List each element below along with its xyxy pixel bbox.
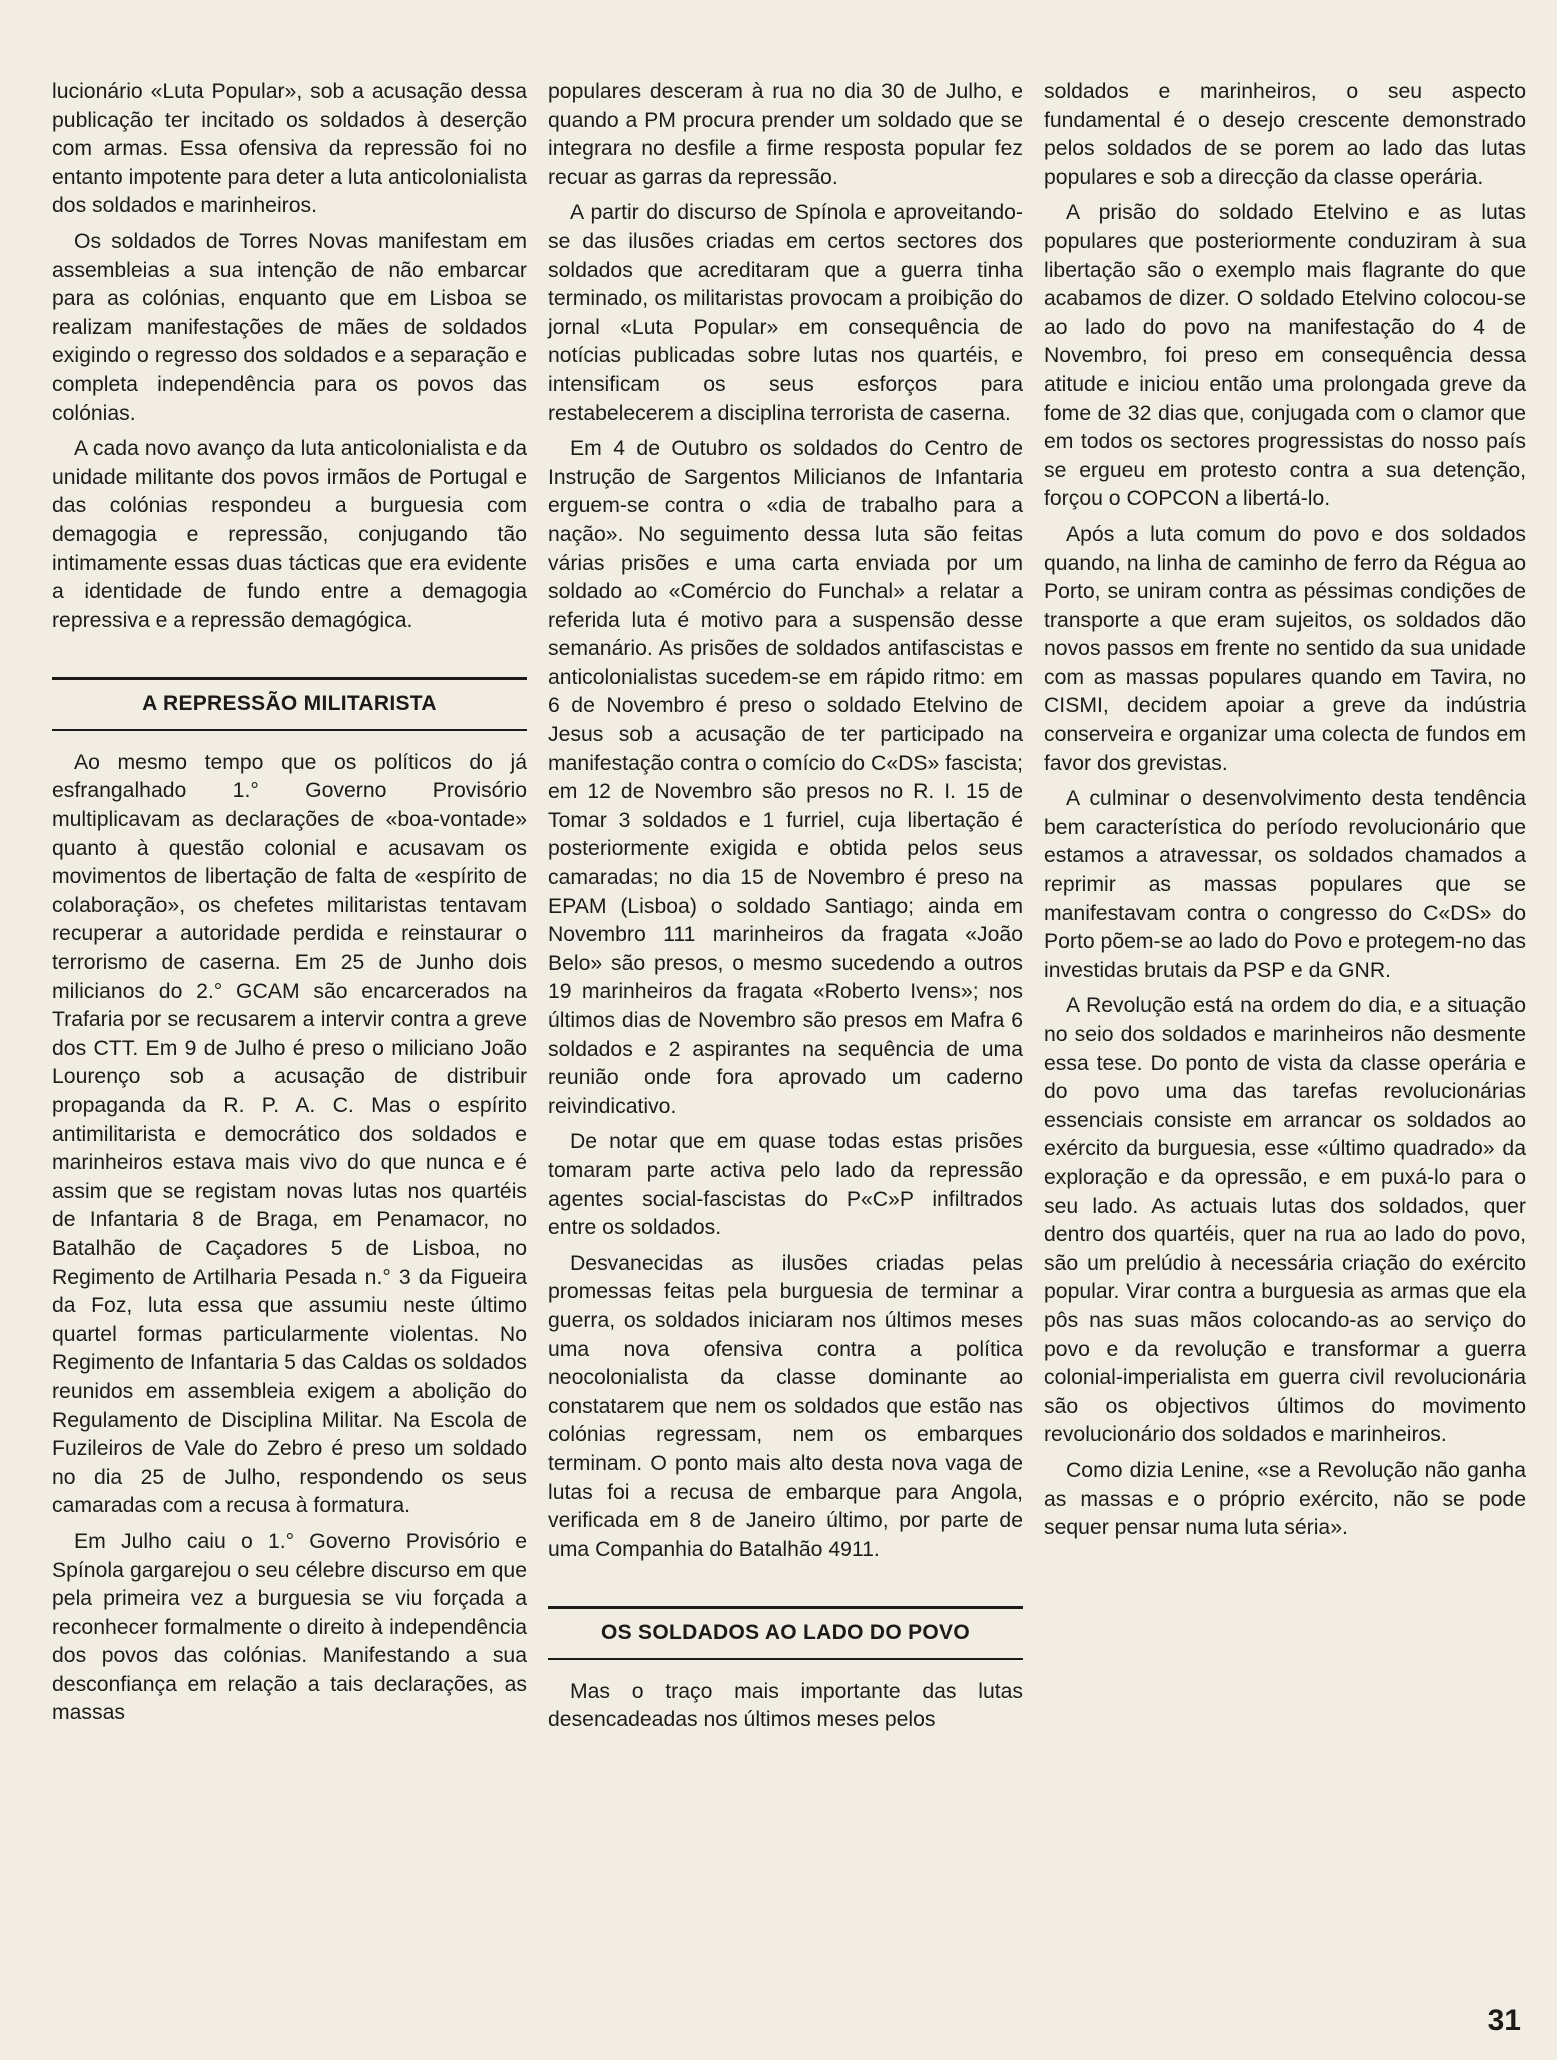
heading-rule-bottom [52,729,527,731]
section-heading: OS SOLDADOS AO LADO DO POVO [600,1621,971,1645]
paragraph: populares desceram à rua no dia 30 de Julho, e quando a PM procura prender um soldado que se integrara no desfile a firme resposta popular fez recuar as garras da repressão. [548,80,1023,189]
column-2 [548,78,1023,1735]
paragraph: Após a luta comum do povo e dos soldados quando, na linha de caminho de ferro da Régua ao Porto, se uniram contra as péssimas condições de transporte a que eram sujeitos, os soldados dão novos passos em frente no sentido da sua unidade com as massas populares quando em Tavira, no CISMI, decidem apoiar a greve da indústria conserveira e organizar uma colecta de fundos em favor dos grevistas. [1044,522,1526,775]
column-3 [1044,78,1526,1543]
column-1 [52,78,527,1728]
paragraph: soldados e marinheiros, o seu aspecto fundamental é o desejo crescente demonstrado pelos soldados de se porem ao lado das lutas populares e sob a direcção da classe operária. [1044,80,1526,189]
paragraph: A Revolução está na ordem do dia, e a situação no seio dos soldados e marinheiros não desmente essa tese. Do ponto de vista da classe operária e do povo uma das tarefas revolucionárias essenciais consiste em arrancar os soldados ao exército da burguesia, esse «último quadrado» da exploração e da opressão, e em puxá-lo para o seu lado. As actuais lutas dos soldados, quer dentro dos quartéis, quer na rua ao lado do povo, são um prelúdio à necessária criação do exército popular. Virar contra a burguesia as armas que ela pôs nas suas mãos colocando-as ao serviço do povo e da revolução e transformar a guerra colonial-imperialista em guerra civil revolucionária são os objectivos últimos do movimento revolucionário dos soldados e marinheiros. [1044,994,1526,1447]
page-number: 31 [1487,2004,1521,2037]
paragraph: lucionário «Luta Popular», sob a acusação dessa publicação ter incitado os soldados à deserção com armas. Essa ofensiva da repressão foi no entanto impotente para deter a luta anticolonialista dos soldados e marinheiros. [52,80,527,218]
paragraph: Em Julho caiu o 1.° Governo Provisório e Spínola gargarejou o seu célebre discurso em que pela primeira vez a burguesia se viu forçada a reconhecer formalmente o direito à independência dos povos das colónias. Manifestando a sua desconfiança em relação a tais declarações, as massas [52,1529,527,1725]
paragraph: A cada novo avanço da luta anticolonialista e da unidade militante dos povos irmãos de Portugal e das colónias respondeu a burguesia com demagogia e repressão, conjugando tão intimamente essas duas tácticas que era evidente a identidade de fundo entre a demagogia repressiva e a repressão demagógica. [52,437,527,632]
paragraph: Os soldados de Torres Novas manifestam em assembleias a sua intenção de não embarcar para as colónias, enquanto que em Lisboa se realizam manifestações de mães de soldados exigindo o regresso dos soldados e a separação e completa independência para os povos das colónias. [52,229,527,425]
paragraph: De notar que em quase todas estas prisões tomaram parte activa pelo lado da repressão agentes social-fascistas do P«C»P infiltrados entre os soldados. [548,1130,1023,1240]
section-heading-block [52,677,527,731]
paragraph: A culminar o desenvolvimento desta tendência bem característica do período revolucionário que estamos a atravessar, os soldados chamados a reprimir as massas populares que se manifestavam contra o congresso do C«DS» do Porto põem-se ao lado do Povo e protegem-no das investidas brutais da PSP e da GNR. [1044,787,1526,982]
paragraph: Desvanecidas as ilusões criadas pelas promessas feitas pela burguesia de terminar a guerra, os soldados iniciaram nos últimos meses uma nova ofensiva contra a política neocolonialista da classe dominante ao constatarem que nem os soldados que estão nas colónias regressam, nem os embarques terminam. O ponto mais alto desta nova vaga de lutas foi a recusa de embarque para Angola, verificada em 8 de Janeiro último, por parte de uma Companhia do Batalhão 4911. [548,1251,1023,1561]
heading-rule-bottom [548,1658,1023,1660]
paragraph: A partir do discurso de Spínola e aproveitando-se das ilusões criadas em certos sectores dos soldados que acreditaram que a guerra tinha terminado, os militaristas provocam a proibição do jornal «Luta Popular» em consequência de notícias publicadas sobre lutas nos quartéis, e intensificam os seus esforços para restabelecerem a disciplina terrorista de caserna. [548,201,1023,425]
paragraph: Mas o traço mais importante das lutas desencadeadas nos últimos meses pelos [548,1679,1023,1732]
section-heading: A REPRESSÃO MILITARISTA [142,692,437,716]
paragraph: Em 4 de Outubro os soldados do Centro de Instrução de Sargentos Milicianos de Infantaria erguem-se contra o «dia de trabalho para a nação». No seguimento dessa luta são feitas várias prisões e uma carta enviada por um soldado ao «Comércio do Funchal» a relatar a referida luta é motivo para a suspensão desse semanário. As prisões de soldados antifascistas e anticolonialistas sucedem-se em rápido ritmo: em 6 de Novembro é preso o soldado Etelvino de Jesus sob a acusação de ter participado na manifestação contra o comício do C«DS» fascista; em 12 de Novembro são presos no R. I. 15 de Tomar 3 soldados e 1 furriel, cuja libertação é posteriormente exigida e obtida pelos seus camaradas; no dia 15 de Novembro é preso na EPAM (Lisboa) o soldado Santiago; ainda em Novembro 111 marinheiros da fragata «João Belo» são presos, o mesmo sucedendo a outros 19 marinheiros da fragata «Roberto Ivens»; nos últimos dias de Novembro são presos em Mafra 6 soldados e 2 aspirantes na sequência de uma reunião onde fora aprovado um caderno reivindicativo. [548,437,1023,1118]
section-heading-block [548,1606,1023,1660]
paragraph: Ao mesmo tempo que os políticos do já esfrangalhado 1.° Governo Provisório multiplicavam as declarações de «boa-vontade» quanto à questão colonial e acusavam os movimentos de libertação de falta de «espírito de colaboração», os chefetes militaristas tentavam recuperar a autoridade perdida e reinstaurar o terrorismo de caserna. Em 25 de Junho dois milicianos do 2.° GCAM são encarcerados na Trafaria por se recusarem a intervir contra a greve dos CTT. Em 9 de Julho é preso o miliciano João Lourenço sob a acusação de distribuir propaganda da R. P. A. C. Mas o espírito antimilitarista e democrático dos soldados e marinheiros estava mais vivo do que nunca e é assim que se registam novas lutas nos quartéis de Infantaria 8 de Braga, em Penamacor, no Batalhão de Caçadores 5 de Lisboa, no Regimento de Artilharia Pesada n.° 3 da Figueira da Foz, luta essa que assumiu neste último quartel formas particularmente violentas. No Regimento de Infantaria 5 das Caldas os soldados reunidos em assembleia exigem a abolição do Regulamento de Disciplina Militar. Na Escola de Fuzileiros de Vale do Zebro é preso um soldado no dia 25 de Julho, respondendo os seus camaradas com a recusa à formatura. [52,750,527,1518]
paragraph: Como dizia Lenine, «se a Revolução não ganha as massas e o próprio exército, não se pode sequer pensar numa luta séria». [1044,1458,1526,1540]
paragraph: A prisão do soldado Etelvino e as lutas populares que posteriormente conduziram à sua libertação são o exemplo mais flagrante do que acabamos de dizer. O soldado Etelvino colocou-se ao lado do povo na manifestação do 4 de Novembro, foi preso em consequência dessa atitude e iniciou então uma prolongada greve da fome de 32 dias que, conjugada com o clamor que em todos os sectores progressistas do nosso país se ergueu em protesto contra a sua detenção, forçou o COPCON a libertá-lo. [1044,201,1526,511]
